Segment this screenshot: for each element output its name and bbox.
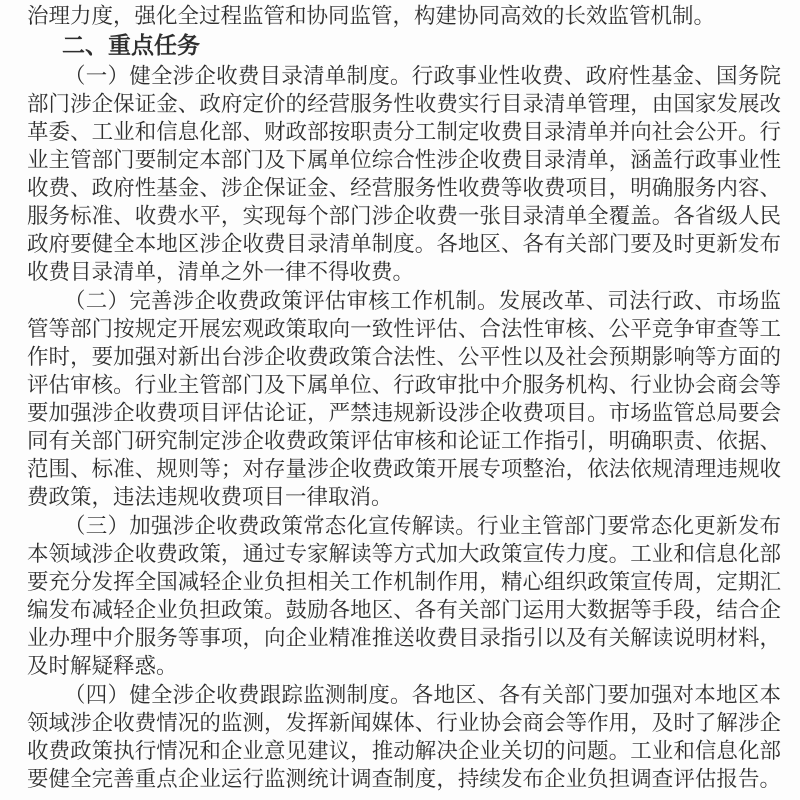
paragraph-line: 部门涉企保证金、政府定价的经营服务性收费实行目录清单管理，由国家发展改 [27,92,781,117]
paragraph-line: 同有关部门研究制定涉企收费政策评估审核和论证工作指引，明确职责、依据、 [27,429,781,454]
paragraphs [27,63,781,794]
paragraph [27,513,781,681]
paragraph-line: 费政策，违法违规收费项目一律取消。 [27,485,393,510]
paragraph-line: 作时，要加强对新出台涉企收费政策合法性、公平性以及社会预期影响等方面的 [27,345,781,370]
paragraph-line: 评估审核。行业主管部门及下属单位、行政审批中介服务机构、行业协会商会等 [27,373,781,398]
paragraph [27,63,781,287]
paragraph-line: 收费、政府性基金、涉企保证金、经营服务性收费等收费项目，明确服务内容、 [27,176,781,201]
paragraph-line: 要充分发挥全国减轻企业负担相关工作机制作用，精心组织政策宣传周，定期汇 [27,570,781,595]
paragraph-line: 要加强涉企收费项目评估论证，严禁违规新设涉企收费项目。市场监管总局要会 [27,401,781,426]
paragraph-line: 领域涉企收费情况的监测，发挥新闻媒体、行业协会商会等作用，及时了解涉企 [27,711,781,736]
paragraph-line: 收费政策执行情况和企业意见建议，推动解决企业关切的问题。工业和信息化部 [27,739,781,764]
paragraph-line: 业办理中介服务等事项，向企业精准推送收费目录指引以及有关解读说明材料， [27,626,781,651]
paragraph-line: 要健全完善重点企业运行监测统计调查制度，持续发布企业负担调查评估报告。 [27,767,781,792]
paragraph-line: 业主管部门要制定本部门及下属单位综合性涉企收费目录清单，涵盖行政事业性 [27,148,781,173]
paragraph-line: 革委、工业和信息化部、财政部按职责分工制定收费目录清单并向社会公开。行 [27,120,781,145]
paragraph-line: （一）健全涉企收费目录清单制度。行政事业性收费、政府性基金、国务院 [64,64,781,89]
paragraph [27,682,781,794]
paragraph-line: 及时解疑释惑。 [27,654,178,679]
paragraph-line: （二）完善涉企收费政策评估审核工作机制。发展改革、司法行政、市场监 [64,289,781,314]
document-page [27,3,781,794]
paragraph-line: 收费目录清单，清单之外一律不得收费。 [27,260,415,285]
paragraph-line: 编发布减轻企业负担政策。鼓励各地区、各有关部门运用大数据等手段，结合企 [27,598,781,623]
paragraph-line: 范围、标准、规则等；对存量涉企收费政策开展专项整治，依法依规清理违规收 [27,457,781,482]
paragraph-line: 政府要健全本地区涉企收费目录清单制度。各地区、各有关部门要及时更新发布 [27,232,781,257]
paragraph-line: （三）加强涉企收费政策常态化宣传解读。行业主管部门要常态化更新发布 [64,514,781,539]
paragraph-line: 管等部门按规定开展宏观政策取向一致性评估、合法性审核、公平竞争审查等工 [27,317,781,342]
intro-text: 治理力度，强化全过程监管和协同监管，构建协同高效的长效监管机制。 [27,4,716,29]
paragraph [27,288,781,512]
section-heading: 二、重点任务 [62,33,200,59]
paragraph-line: 本领域涉企收费政策，通过专家解读等方式加大政策宣传力度。工业和信息化部 [27,542,781,567]
paragraph-line: 服务标准、收费水平，实现每个部门涉企收费一张目录清单全覆盖。各省级人民 [27,204,781,229]
paragraph-line: （四）健全涉企收费跟踪监测制度。各地区、各有关部门要加强对本地区本 [64,683,781,708]
